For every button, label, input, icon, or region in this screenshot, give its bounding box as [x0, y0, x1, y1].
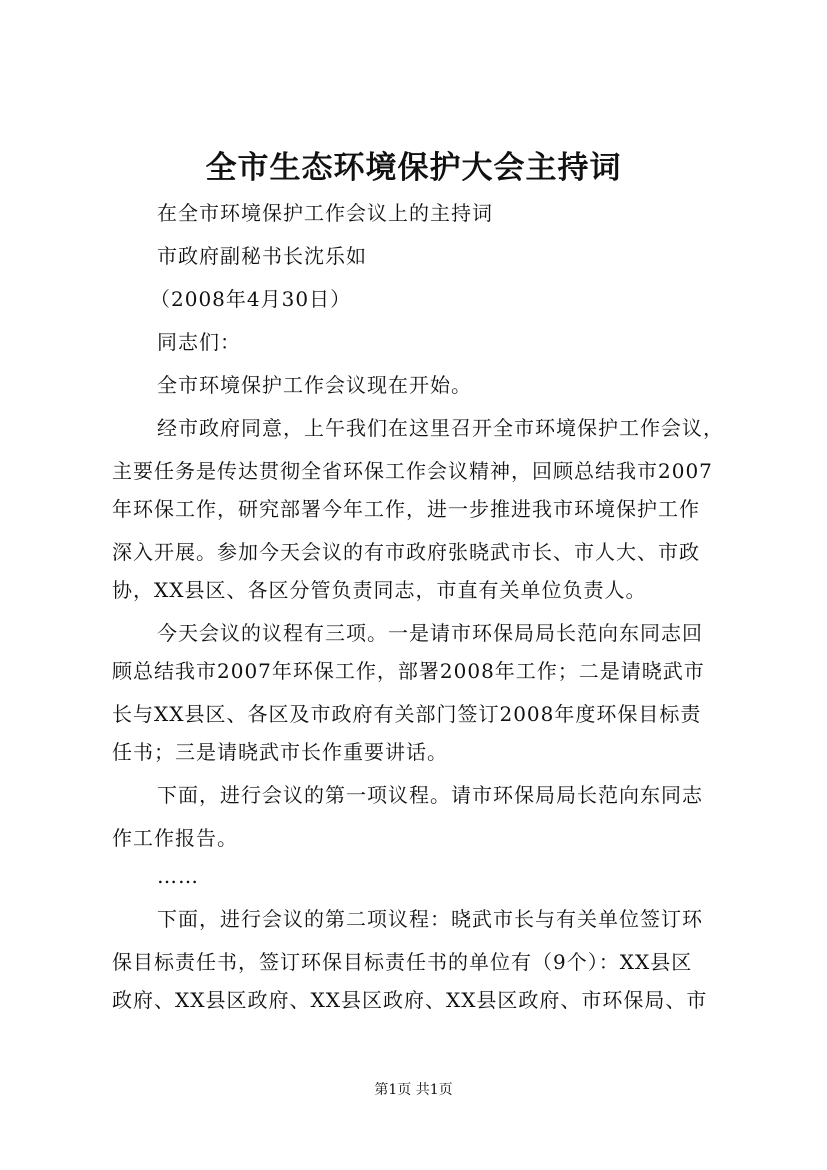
speaker-line: 市政府副秘书长沈乐如: [157, 244, 367, 268]
paragraph-line: 主要任务是传达贯彻全省环保工作会议精神，回顾总结我市2007: [112, 459, 713, 483]
subtitle-line: 在全市环境保护工作会议上的主持词: [157, 201, 493, 225]
ellipsis-line: ……: [157, 864, 199, 888]
paragraph-line: 长与XX县区、各区及市政府有关部门签订2008年度环保目标责: [112, 702, 702, 726]
paragraph-line: 深入开展。参加今天会议的有市政府张晓武市长、市人大、市政: [112, 540, 700, 564]
page-number-footer: 第1页 共1页: [374, 1082, 453, 1098]
paragraph-line: 今天会议的议程有三项。一是请市环保局局长范向东同志回: [157, 621, 703, 645]
paragraph-line: 政府、XX县区政府、XX县区政府、XX县区政府、市环保局、市: [112, 988, 708, 1012]
paragraph-line: 下面，进行会议的第一项议程。请市环保局局长范向东同志: [157, 783, 703, 807]
greeting-line: 同志们：: [157, 330, 241, 354]
paragraph-line: 协，XX县区、各区分管负责同志，市直有关单位负责人。: [112, 578, 647, 602]
date-line: （2008年4月30日）: [150, 287, 352, 311]
paragraph-line: 全市环境保护工作会议现在开始。: [157, 373, 472, 397]
paragraph-line: 作工作报告。: [112, 826, 238, 850]
paragraph-line: 保目标责任书，签订环保目标责任书的单位有（9个）：XX县区: [112, 950, 693, 974]
paragraph-line: 顾总结我市2007年环保工作，部署2008年工作；二是请晓武市: [112, 659, 705, 683]
document-title: 全市生态环境保护大会主持词: [205, 150, 622, 186]
paragraph-line: 年环保工作，研究部署今年工作，进一步推进我市环境保护工作: [112, 497, 700, 521]
paragraph-line: 经市政府同意，上午我们在这里召开全市环境保护工作会议，: [157, 416, 724, 440]
paragraph-line: 任书；三是请晓武市长作重要讲话。: [112, 740, 448, 764]
paragraph-line: 下面，进行会议的第二项议程：晓武市长与有关单位签订环: [157, 907, 703, 931]
